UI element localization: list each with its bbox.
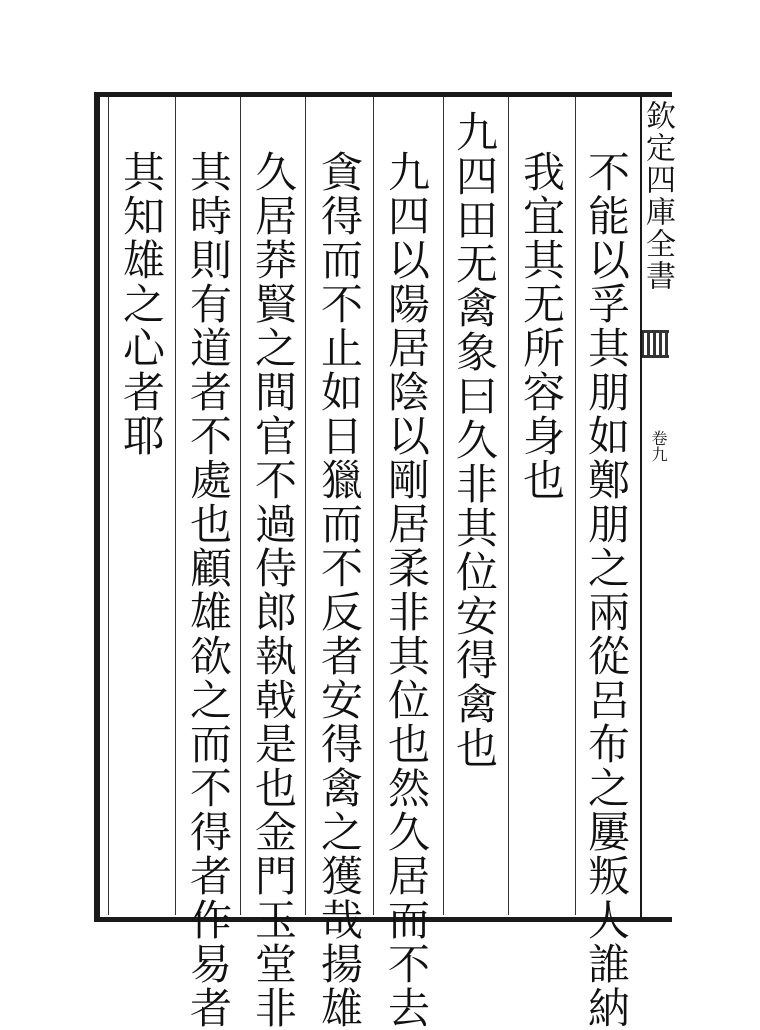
text-column-3: 九四田无禽象曰久非其位安得禽也 (450, 110, 499, 770)
column-rule (108, 97, 109, 915)
column-rule (508, 97, 509, 915)
text-column-4: 九四以陽居陰以剛居柔非其位也然久居而不去 (382, 150, 431, 1030)
column-rule (575, 97, 576, 915)
text-column-5: 貪得而不止如日獵而不反者安得禽之獲哉揚雄 (315, 150, 364, 1030)
column-rule (175, 97, 176, 915)
column-rule (305, 97, 306, 915)
margin-title: 欽定四庫全書 (640, 100, 675, 292)
column-rule (443, 97, 444, 915)
text-column-2: 我宜其无所容身也 (517, 150, 566, 502)
margin-volume: 卷九 (649, 430, 668, 462)
text-column-1: 不能以孚其朋如鄭朋之兩從呂布之屢叛人誰納 (582, 150, 631, 1030)
text-column-7: 其時則有道者不處也顧雄欲之而不得者作易者 (184, 150, 233, 1030)
text-column-8: 其知雄之心者耶 (117, 150, 166, 458)
fish-tail-mark-icon (641, 330, 669, 358)
column-rule (240, 97, 241, 915)
column-rule (373, 97, 374, 915)
text-column-6: 久居莽賢之間官不過侍郎執戟是也金門玉堂非 (249, 150, 298, 1030)
